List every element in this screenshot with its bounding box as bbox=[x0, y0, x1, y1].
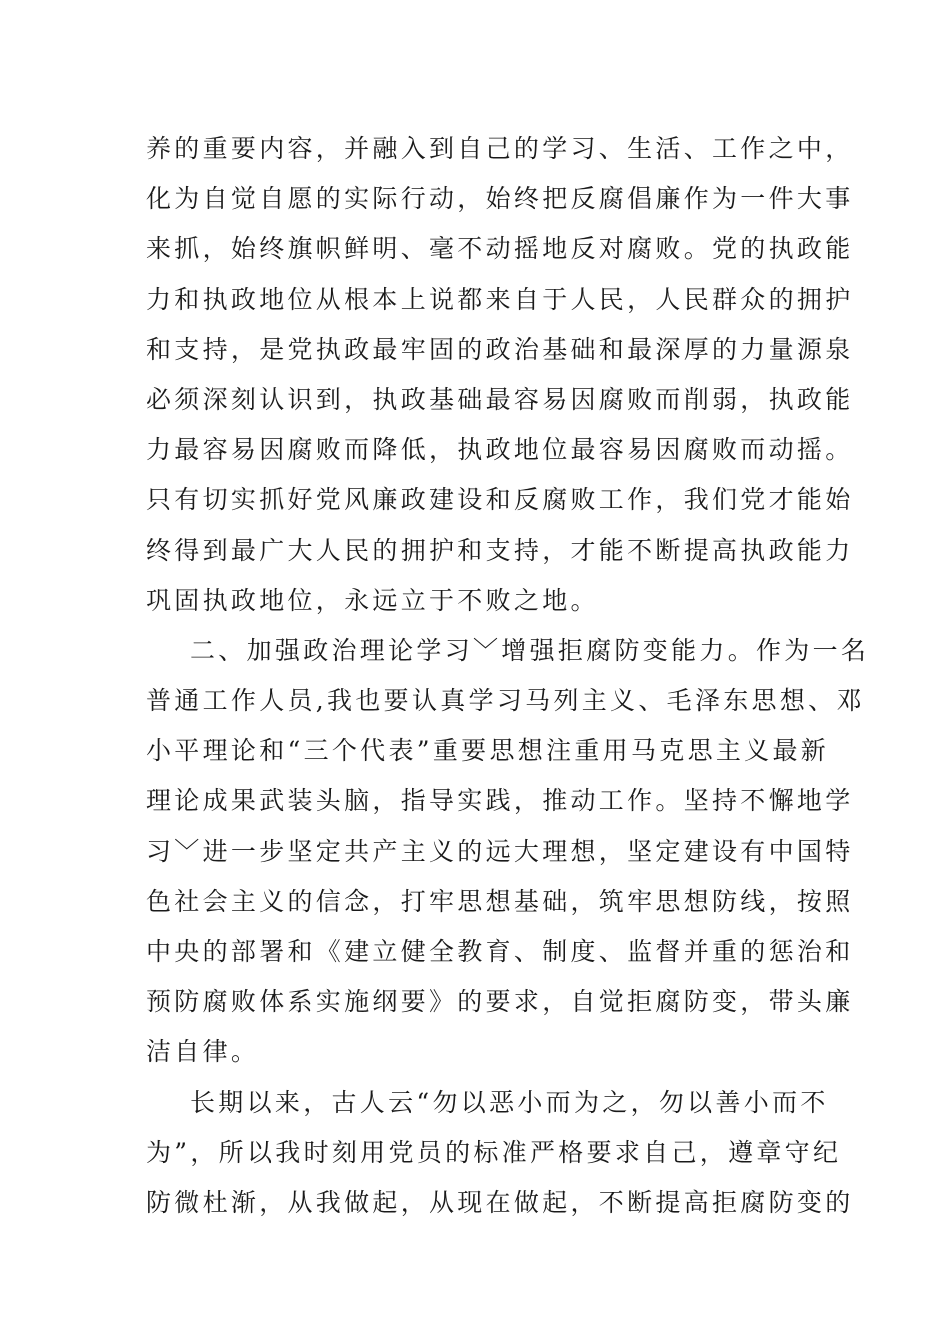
text-line: 化为自觉自愿的实际行动，始终把反腐倡廉作为一件大事 bbox=[146, 184, 854, 214]
paragraph-start-line: 长期以来，古人云“勿以恶小而为之，勿以善小而不 bbox=[190, 1087, 829, 1117]
text-line: 只有切实抓好党风廉政建设和反腐败工作，我们党才能始 bbox=[146, 485, 854, 515]
text-line: 理论成果武装头脑，指导实践，推动工作。坚持不懈地学 bbox=[146, 786, 854, 816]
text-line: 防微杜渐，从我做起，从现在做起，不断提高拒腐防变的 bbox=[146, 1187, 854, 1217]
text-line: 色社会主义的信念，打牢思想基础，筑牢思想防线，按照 bbox=[146, 886, 854, 916]
text-line: 必须深刻认识到，执政基础最容易因腐败而削弱，执政能 bbox=[146, 384, 854, 414]
text-line: 和支持，是党执政最牢固的政治基础和最深厚的力量源泉 bbox=[146, 334, 854, 364]
text-line: 力和执政地位从根本上说都来自于人民，人民群众的拥护 bbox=[146, 284, 854, 314]
text-line: 洁自律。 bbox=[146, 1037, 260, 1067]
text-line: 小平理论和“三个代表”重要思想注重用马克思主义最新 bbox=[146, 736, 830, 766]
text-line: 中央的部署和《建立健全教育、制度、监督并重的惩治和 bbox=[146, 937, 854, 966]
text-line: 力最容易因腐败而降低，执政地位最容易因腐败而动摇。 bbox=[146, 435, 854, 465]
text-line: 养的重要内容，并融入到自己的学习、生活、工作之中， bbox=[146, 134, 854, 163]
section-heading-line: 二、加强政治理论学习﹀增强拒腐防变能力。作为一名 bbox=[190, 635, 870, 665]
text-line: 来抓，始终旗帜鲜明、毫不动摇地反对腐败。党的执政能 bbox=[146, 234, 854, 264]
text-line: 为”，所以我时刻用党员的标准严格要求自己，遵章守纪 bbox=[146, 1137, 842, 1167]
body-text bbox=[146, 124, 870, 1228]
text-line: 终得到最广大人民的拥护和支持，才能不断提高执政能力 bbox=[146, 535, 854, 565]
text-line: 预防腐败体系实施纲要》的要求，自觉拒腐防变，带头廉 bbox=[146, 987, 854, 1017]
text-line: 巩固执政地位，永远立于不败之地。 bbox=[146, 585, 599, 615]
text-line: 习﹀进一步坚定共产主义的远大理想，坚定建设有中国特 bbox=[146, 836, 854, 866]
text-line: 普通工作人员,我也要认真学习马列主义、毛泽东思想、邓 bbox=[146, 686, 865, 716]
